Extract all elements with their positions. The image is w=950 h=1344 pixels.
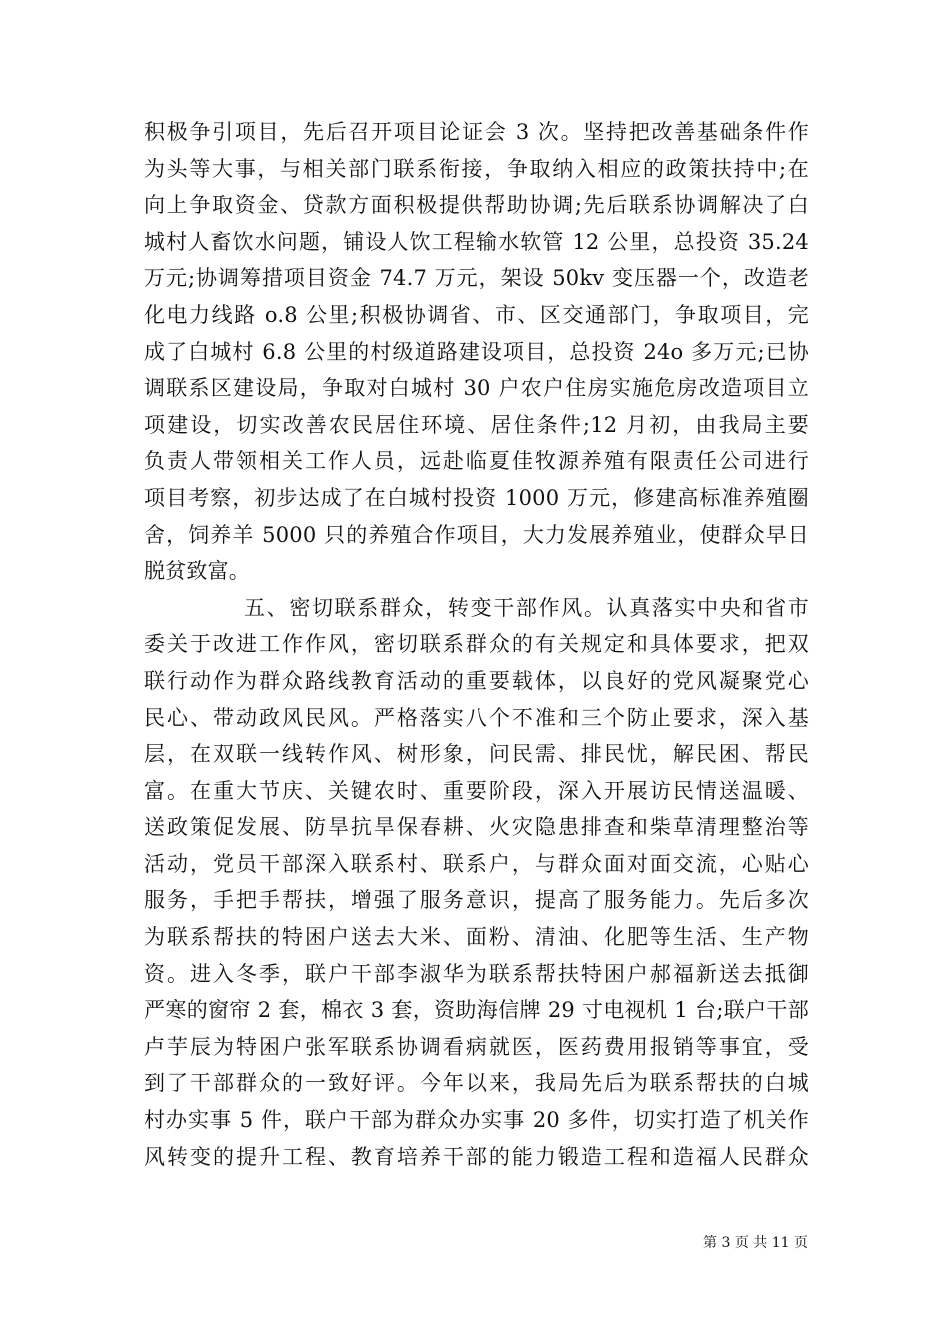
text-line: 为联系帮扶的特困户送去大米、面粉、清油、化肥等生活、生产物 bbox=[144, 925, 809, 950]
text-line: 民心、带动政风民风。严格落实八个不准和三个防止要求，深入基 bbox=[144, 705, 809, 730]
text-line: 化电力线路 o.8 公里;积极协调省、市、区交通部门，争取项目，完 bbox=[144, 302, 809, 327]
paragraph-2 bbox=[144, 590, 809, 1176]
text-line: 联行动作为群众路线教育活动的重要载体，以良好的党风凝聚党心 bbox=[144, 668, 809, 693]
text-line: 积极争引项目，先后召开项目论证会 3 次。坚持把改善基础条件作 bbox=[144, 120, 809, 144]
paragraph-1 bbox=[144, 114, 809, 590]
text-line: 服务，手把手帮扶，增强了服务意识，提高了服务能力。先后多次 bbox=[144, 888, 809, 913]
text-line: 富。在重大节庆、关键农时、重要阶段，深入开展访民情送温暖、 bbox=[144, 778, 809, 803]
text-line: 成了白城村 6.8 公里的村级道路建设项目，总投资 24o 多万元;已协 bbox=[144, 339, 809, 364]
text-line: 到了干部群众的一致好评。今年以来，我局先后为联系帮扶的白城 bbox=[144, 1071, 809, 1096]
text-line: 卢芋辰为特困户张军联系协调看病就医，医药费用报销等事宜，受 bbox=[144, 1034, 809, 1059]
page-number: 第 3 页 共 11 页 bbox=[703, 1235, 808, 1251]
text-line: 层，在双联一线转作风、树形象，问民需、排民忧，解民困、帮民 bbox=[144, 742, 809, 767]
text-line: 项目考察，初步达成了在白城村投资 1000 万元，修建高标准养殖圈 bbox=[144, 485, 809, 510]
text-line: 风转变的提升工程、教育培养干部的能力锻造工程和造福人民群众 bbox=[144, 1144, 809, 1169]
text-line: 调联系区建设局，争取对白城村 30 户农户住房实施危房改造项目立 bbox=[144, 376, 809, 401]
text-line: 脱贫致富。 bbox=[144, 559, 250, 584]
text-line: 资。进入冬季，联户干部李淑华为联系帮扶特困户郝福新送去抵御 bbox=[144, 961, 809, 986]
text-line: 严寒的窗帘 2 套，棉衣 3 套，资助海信牌 29 寸电视机 1 台;联户干部 bbox=[144, 998, 809, 1023]
text-line: 项建设，切实改善农民居住环境、居住条件;12 月初，由我局主要 bbox=[144, 412, 809, 437]
text-line: 村办实事 5 件，联户干部为群众办实事 20 多件，切实打造了机关作 bbox=[144, 1108, 809, 1133]
body-text bbox=[144, 114, 809, 1175]
text-line: 城村人畜饮水问题，铺设人饮工程输水软管 12 公里，总投资 35.24 bbox=[144, 229, 809, 254]
text-line: 舍，饲养羊 5000 只的养殖合作项目，大力发展养殖业，使群众早日 bbox=[144, 522, 809, 547]
text-line: 负责人带领相关工作人员，远赴临夏佳牧源养殖有限责任公司进行 bbox=[144, 449, 809, 474]
text-line: 万元;协调筹措项目资金 74.7 万元，架设 50kv 变压器一个，改造老 bbox=[144, 266, 809, 291]
section-heading-line: 五、密切联系群众，转变干部作风。认真落实中央和省市 bbox=[244, 595, 809, 620]
text-line: 委关于改进工作作风，密切联系群众的有关规定和具体要求，把双 bbox=[144, 632, 809, 657]
text-line: 送政策促发展、防旱抗旱保春耕、火灾隐患排查和柴草清理整治等 bbox=[144, 815, 809, 840]
text-line: 活动，党员干部深入联系村、联系户，与群众面对面交流，心贴心 bbox=[144, 851, 809, 876]
text-line: 向上争取资金、贷款方面积极提供帮助协调;先后联系协调解决了白 bbox=[144, 193, 809, 218]
text-line: 为头等大事，与相关部门联系衔接，争取纳入相应的政策扶持中;在 bbox=[144, 156, 809, 181]
